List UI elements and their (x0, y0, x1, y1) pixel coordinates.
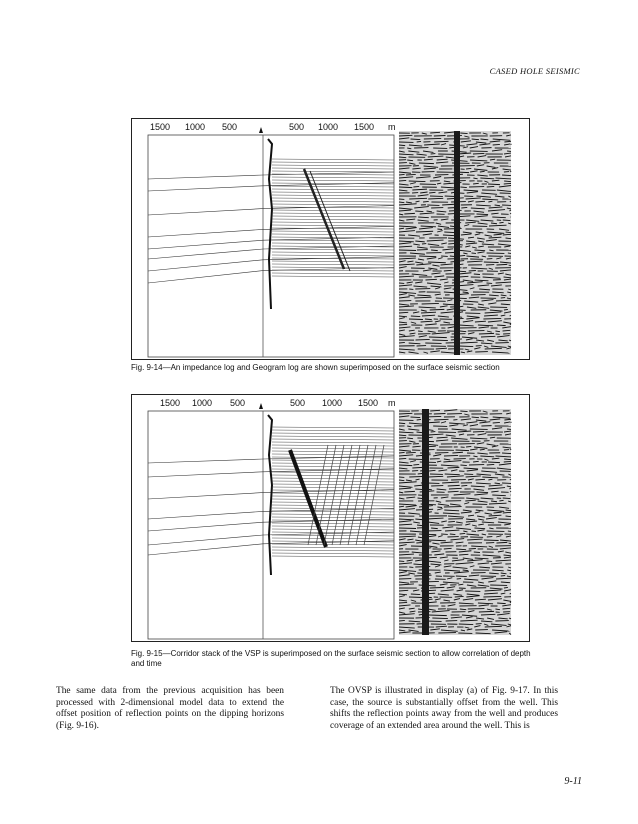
axis-label-right-500: 500 (290, 398, 306, 408)
axis-label-right-1500: 1500 (358, 398, 379, 408)
axis-label-right-1000: 1000 (322, 398, 343, 408)
axis-unit: m (388, 398, 396, 408)
axis-label-left-500: 500 (230, 398, 246, 408)
seismic-section-panel (399, 131, 511, 355)
axis-label-left-1500: 1500 (160, 398, 181, 408)
figure-9-15 (131, 394, 530, 642)
figure-9-14-graphic (132, 119, 529, 359)
axis-label-left-500: 500 (222, 122, 238, 132)
page-number: 9-11 (564, 776, 582, 787)
axis-label-right-1000: 1000 (318, 122, 339, 132)
seismic-section-panel (399, 409, 511, 635)
axis-label-right-1500: 1500 (354, 122, 375, 132)
figure-9-14-caption: Fig. 9-14—An impedance log and Geogram log are shown superimposed on the surface seismic section (131, 363, 500, 372)
axis-label-left-1500: 1500 (150, 122, 171, 132)
axis-label-right-500: 500 (289, 122, 305, 132)
figure-9-14 (131, 118, 530, 360)
axis-unit: m (388, 122, 396, 132)
running-header: CASED HOLE SEISMIC (489, 66, 580, 76)
figure-9-15-caption: Fig. 9-15—Corridor stack of the VSP is superimposed on the surface seismic section to allow correlation of depth and time (131, 649, 531, 668)
body-text-right-column: The OVSP is illustrated in display (a) of Fig. 9-17. In this case, the source is substantially offset from the well. This shifts the reflection points away from the well and produces coverage of an extended area around the well. This is (330, 686, 558, 731)
axis-label-left-1000: 1000 (185, 122, 206, 132)
axis-label-left-1000: 1000 (192, 398, 213, 408)
body-text-left-column: The same data from the previous acquisition has been processed with 2-dimensional model data to extend the offset position of reflection points on the dipping horizons (Fig. 9-16). (56, 686, 284, 731)
figure-9-15-graphic (132, 395, 529, 641)
